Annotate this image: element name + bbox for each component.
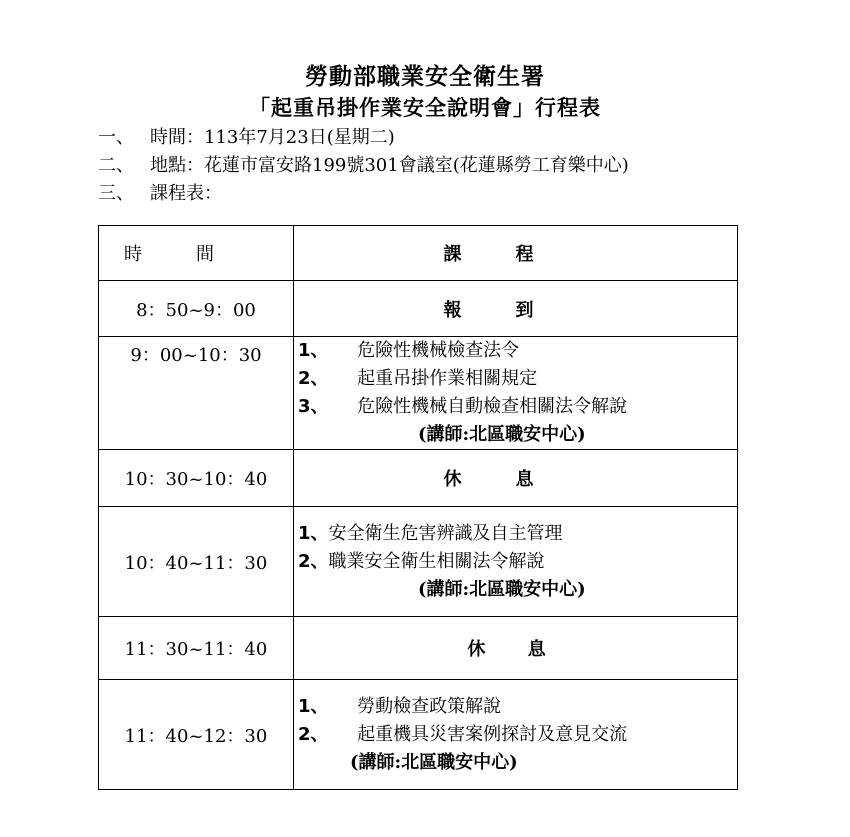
schedule-table [98,225,738,790]
info-text: 地點：花蓮市富安路199號301會議室(花蓮縣勞工育樂中心) [150,155,629,176]
row-course: 休 息 [294,617,738,680]
table-header-row [99,226,738,281]
row-course-items [294,680,738,790]
list-item: 2、 起重吊掛作業相關規定 [298,368,538,389]
table-row [99,337,738,450]
info-location [98,151,629,177]
row-course-items [294,337,738,450]
row-time: 10：30~10：40 [99,450,294,507]
row-course-items [294,507,738,617]
info-number: 二、 [98,155,134,176]
list-item: 2、職業安全衛生相關法令解說 [298,550,545,572]
lecturer-note: (講師:北區職安中心) [418,578,586,600]
info-number: 三、 [98,183,134,204]
list-item: 3、 危險性機械自動檢查相關法令解說 [298,396,628,417]
table-row [99,680,738,790]
row-course: 報到 [294,281,738,337]
page-title: 勞動部職業安全衛生署 [305,63,545,90]
table-row [99,450,738,507]
info-schedule-label [98,179,222,205]
row-time: 10：40~11：30 [99,507,294,617]
page-subtitle: 「起重吊掛作業安全說明會」行程表 [249,95,601,120]
list-item: 1、 勞動檢查政策解說 [298,695,502,717]
table-row [99,617,738,680]
row-time: 11：40~12：30 [99,680,294,790]
row-time: 8：50~9：00 [99,281,294,337]
list-item: 2、 起重機具災害案例探討及意見交流 [298,723,628,745]
header-course: 課程 [294,226,738,281]
header-time: 時間 [99,226,294,281]
lecturer-note: (講師:北區職安中心) [350,751,518,773]
info-text: 課程表： [150,183,222,204]
info-time [98,123,395,149]
lecturer-note: (講師:北區職安中心) [418,424,586,445]
table-row [99,507,738,617]
info-number: 一、 [98,127,134,148]
list-item: 1、 危險性機械檢查法令 [298,340,520,361]
list-item: 1、安全衛生危害辨識及自主管理 [298,522,563,544]
row-time: 11：30~11：40 [99,617,294,680]
table-row [99,281,738,337]
row-time: 9：00~10：30 [99,337,294,450]
row-course: 休息 [294,450,738,507]
info-text: 時間：113年7月23日(星期二) [150,127,395,148]
